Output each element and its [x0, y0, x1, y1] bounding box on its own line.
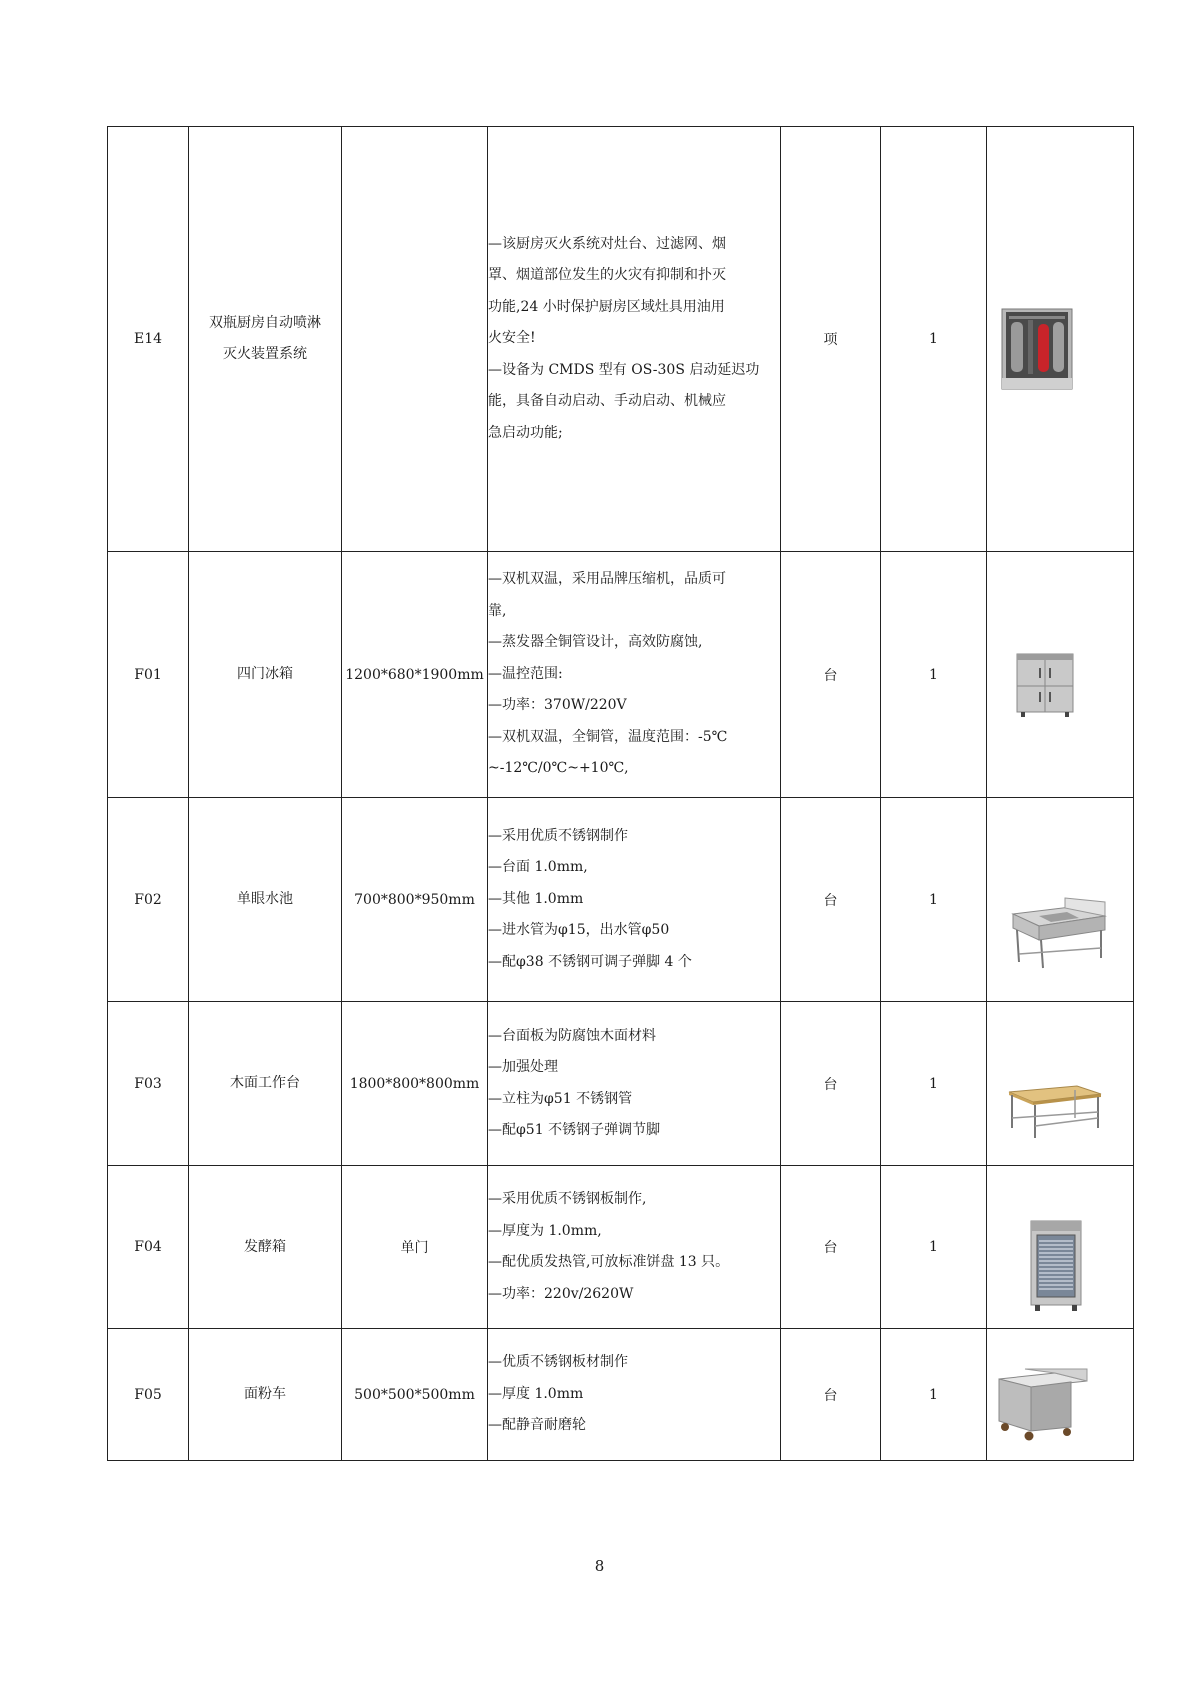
equipment-table	[107, 126, 1134, 1461]
item-size	[342, 127, 488, 552]
flour-cart-icon	[995, 1365, 1091, 1443]
item-image	[987, 798, 1134, 1002]
table-row	[108, 1166, 1134, 1329]
item-unit: 台	[781, 1329, 881, 1461]
item-name: 单眼水池	[189, 798, 342, 1002]
item-quantity: 1	[881, 552, 987, 798]
item-size: 1800*800*800mm	[342, 1002, 488, 1166]
item-unit: 项	[781, 127, 881, 552]
item-image	[987, 1329, 1134, 1461]
wood-worktable-icon	[1007, 1082, 1103, 1142]
item-image	[987, 127, 1134, 552]
table-row	[108, 1329, 1134, 1461]
item-code: F04	[108, 1166, 189, 1329]
item-size: 单门	[342, 1166, 488, 1329]
item-quantity: 1	[881, 798, 987, 1002]
item-code: F05	[108, 1329, 189, 1461]
four-door-fridge-icon	[1013, 652, 1079, 718]
page-number: 8	[594, 1557, 605, 1575]
item-quantity: 1	[881, 1166, 987, 1329]
table-row	[108, 127, 1134, 552]
item-description: —该厨房灭火系统对灶台、过滤网、烟 罩、烟道部位发生的火灾有抑制和扑灭 功能,24 小时保护厨房区域灶具用油用 火安全! —设备为 CMDS 型有 OS-30S 启动延迟功 能，具备自动启动、手动启动、机械应 急启动功能;	[488, 127, 781, 552]
item-quantity: 1	[881, 1002, 987, 1166]
item-unit: 台	[781, 552, 881, 798]
item-size: 500*500*500mm	[342, 1329, 488, 1461]
item-unit: 台	[781, 1002, 881, 1166]
item-image	[987, 552, 1134, 798]
item-image	[987, 1166, 1134, 1329]
table-row	[108, 798, 1134, 1002]
item-description: —采用优质不锈钢制作 —台面 1.0mm, —其他 1.0mm —进水管为φ15，出水管φ50 —配φ38 不锈钢可调子弹脚 4 个	[488, 798, 781, 1002]
item-description: —采用优质不锈钢板制作, —厚度为 1.0mm, —配优质发热管,可放标准饼盘 13 只。 —功率：220v/2620W	[488, 1166, 781, 1329]
item-code: F02	[108, 798, 189, 1002]
item-code: E14	[108, 127, 189, 552]
item-unit: 台	[781, 798, 881, 1002]
item-name: 木面工作台	[189, 1002, 342, 1166]
item-name: 四门冰箱	[189, 552, 342, 798]
item-name: 发酵箱	[189, 1166, 342, 1329]
item-name: 面粉车	[189, 1329, 342, 1461]
item-quantity: 1	[881, 127, 987, 552]
item-quantity: 1	[881, 1329, 987, 1461]
table-row	[108, 1002, 1134, 1166]
item-description: —优质不锈钢板材制作 —厚度 1.0mm —配静音耐磨轮	[488, 1329, 781, 1461]
item-size: 700*800*950mm	[342, 798, 488, 1002]
item-code: F01	[108, 552, 189, 798]
fire-suppression-cabinet-icon	[1001, 308, 1073, 390]
item-description: —双机双温，采用品牌压缩机，品质可 靠, —蒸发器全铜管设计，高效防腐蚀, —温控范围: —功率：370W/220V —双机双温，全铜管，温度范围：-5℃ ~-12℃/0℃~+10℃,	[488, 552, 781, 798]
proofer-cabinet-icon	[1027, 1219, 1087, 1313]
item-name: 双瓶厨房自动喷淋 灭火装置系统	[189, 127, 342, 552]
item-image	[987, 1002, 1134, 1166]
item-unit: 台	[781, 1166, 881, 1329]
item-code: F03	[108, 1002, 189, 1166]
item-size: 1200*680*1900mm	[342, 552, 488, 798]
item-description: —台面板为防腐蚀木面材料 —加强处理 —立柱为φ51 不锈钢管 —配φ51 不锈钢子弹调节脚	[488, 1002, 781, 1166]
table-row	[108, 552, 1134, 798]
single-sink-icon	[1009, 892, 1109, 972]
